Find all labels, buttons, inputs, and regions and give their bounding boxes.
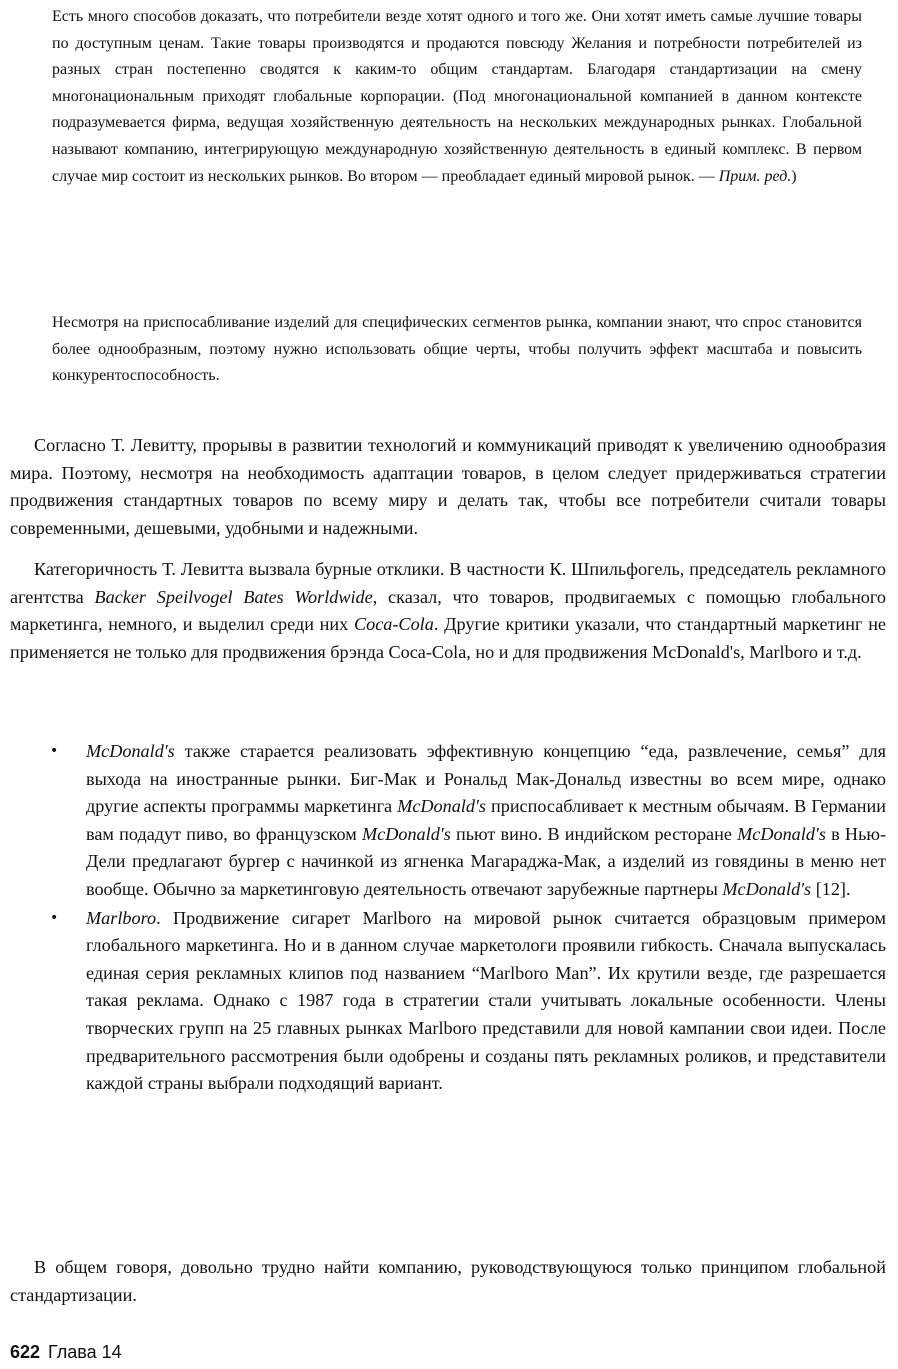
list-item-marlboro: • Marlboro. Продвижение сигарет Marlboro на мировой рынок считается образцовым примером глобального маркетинга. Но и в данном случае маркетологи проявили гибкость. Сначала выпускалась единая серия рекламных клипов под названием “Marlboro Man”. Их крутили везде, где разрешается такая реклама. Однако с 1987 года в стратегии стали учитывать локальные особенности. Члены творческих групп на 25 главных рынках Marlboro представили для новой кампании свои идеи. После предварительного рассмотрения были одобрены и созданы пять рекламных роликов, и представители каждой страны выбрали подходящий вариант. <box>10 905 886 1098</box>
chapter-label: Глава 14 <box>48 1342 122 1362</box>
body-paragraph-conclusion: В общем говоря, довольно трудно найти компанию, руководствующуюся только принципом глобальной стандартизации. <box>10 1257 886 1305</box>
body-paragraph-levitt: Согласно Т. Левитту, прорывы в развитии технологий и коммуникаций приводят к увеличению однообразия мира. Поэтому, несмотря на необходимость адаптации товаров, в целом следует придерживаться стратегии продвижения стандартных товаров по всему миру и делать так, чтобы все потребители считали товары современными, дешевыми, удобными и надежными. <box>10 435 886 538</box>
footnote-paragraph: Есть много способов доказать, что потребители везде хотят одного и того же. Они хотят иметь самые лучшие товары по доступным ценам. Такие товары производятся и продаются повсюду Желания и потребности потребителей из разных стран постепенно сводятся к каким-то общим стандартам. Благодаря стандартизации на смену многонациональным приходят глобальные корпорации. (Под многонациональной компанией в данном контексте подразумевается фирма, ведущая хозяйственную деятельность на нескольких международных рынках. Глобальной называют компанию, интегрирующую международную хозяйственную деятельность в единый комплекс. В первом случае мир состоит из нескольких рынков. Во втором — преобладает единый мировой рынок. — Прим. ред.) <box>52 8 862 185</box>
page-footer <box>10 1342 122 1363</box>
bullet-list <box>10 738 886 1098</box>
bullet-icon: • <box>50 743 59 759</box>
editor-note-mark: Прим. ред. <box>718 167 792 185</box>
page-number: 622 <box>10 1342 41 1362</box>
list-item-mcdonalds: • McDonald's также старается реализовать эффективную концепцию “еда, развлечение, семья” для выхода на иностранные рынки. Биг-Мак и Рональд Мак-Дональд известны во всем мире, однако другие аспекты программы маркетинга McDonald's приспосабливает к местным обычаям. В Германии вам подадут пиво, во французском McDonald's пьют вино. В индийском ресторане McDonald's в Нью-Дели предлагают бургер с начинкой из ягненка Магараджа-Мак, а изделий из говядины в меню нет вообще. Обычно за маркетинговую деятельность отвечают зарубежные партнеры McDonald's [12]. <box>10 738 886 904</box>
quote-paragraph: Несмотря на приспосабливание изделий для специфических сегментов рынка, компании знают, что спрос становится более однообразным, поэтому нужно использовать общие черты, чтобы получить эффект масштаба и повысить конкурентоспособность. <box>52 314 862 385</box>
body-paragraph-critics: Категоричность Т. Левитта вызвала бурные отклики. В частности К. Шпильфогель, председатель рекламного агентства Backer Speilvogel Bates Worldwide, сказал, что товаров, продвигаемых с помощью глобального маркетинга, немного, и выделил среди них Coca-Cola. Другие критики указали, что стандартный маркетинг не применяется не только для продвижения брэнда Coca-Cola, но и для продвижения McDonald's, Marlboro и т.д. <box>10 559 887 662</box>
bullet-icon: • <box>50 909 59 926</box>
